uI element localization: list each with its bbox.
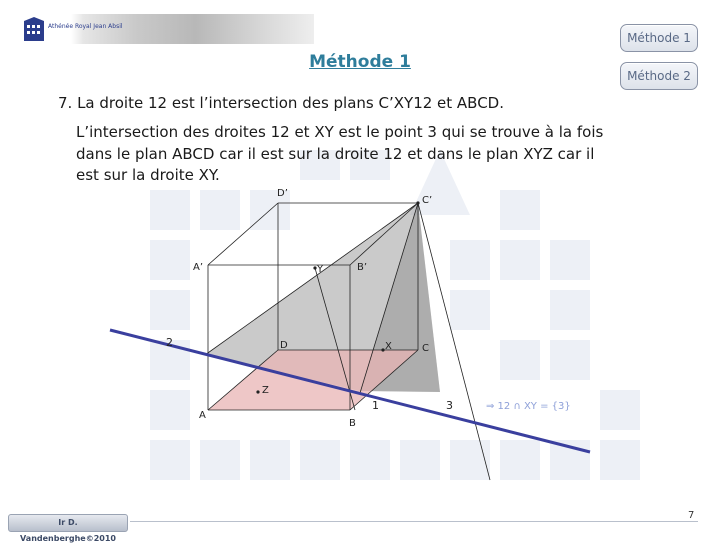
- label-x: X: [385, 341, 392, 352]
- result-formula: ⇒ 12 ∩ XY = {3}: [486, 401, 571, 412]
- label-c-prime: C’: [422, 195, 433, 206]
- footer-divider: [130, 521, 698, 522]
- label-point-2: 2: [166, 336, 173, 349]
- step-statement: 7. La droite 12 est l’intersection des plans C’XY12 et ABCD.: [58, 94, 505, 112]
- method-2-button[interactable]: Méthode 2: [620, 62, 698, 90]
- label-point-3: 3: [446, 399, 453, 412]
- school-name: Athénée Royal Jean Absil: [48, 23, 123, 30]
- label-b: B: [349, 418, 356, 429]
- label-d: D: [280, 340, 288, 351]
- method-1-button[interactable]: Méthode 1: [620, 24, 698, 52]
- label-z: Z: [262, 385, 269, 396]
- author-badge: Ir D. Vandenberghe©2010: [8, 514, 128, 532]
- label-a-prime: A’: [193, 262, 204, 273]
- label-point-1: 1: [372, 399, 379, 412]
- explanation-line: est sur la droite XY.: [76, 166, 220, 184]
- label-y: Y: [317, 264, 324, 275]
- explanation-line: dans le plan ABCD car il est sur la droite 12 et dans le plan XYZ car il: [76, 144, 595, 163]
- label-a: A: [199, 410, 206, 421]
- label-b-prime: B’: [357, 262, 368, 273]
- page-number: 7: [688, 510, 695, 521]
- slide-title: Méthode 1: [309, 52, 411, 72]
- label-d-prime: D’: [277, 188, 288, 199]
- label-c: C: [422, 343, 429, 354]
- explanation-line: L’intersection des droites 12 et XY est le point 3 qui se trouve à la fois: [76, 123, 604, 141]
